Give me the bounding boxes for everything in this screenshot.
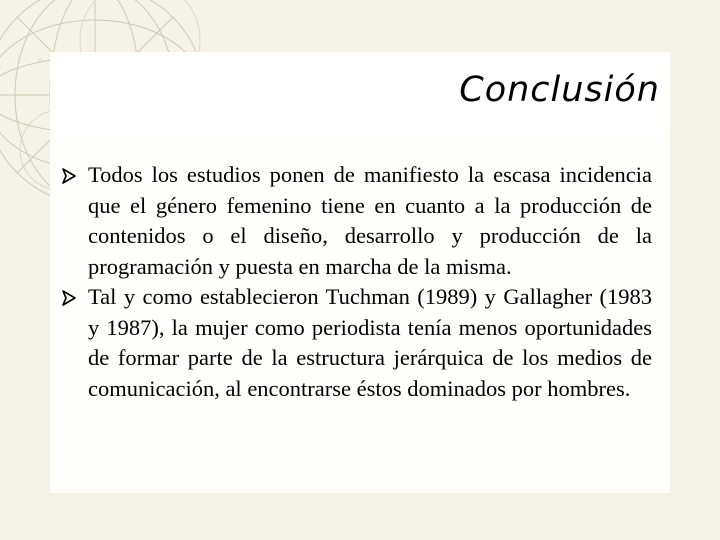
arrow-right-icon (60, 167, 78, 185)
bullet-item (60, 282, 652, 404)
bullet-item (60, 160, 652, 282)
slide-title: Conclusión (459, 70, 660, 110)
bullet-text: Tal y como establecieron Tuchman (1989) y Gallagher (1983 y 1987), la mujer como periodista tenía menos oportunidades de formar parte de la estructura jerárquica de los medios de comunicación, al encontrarse éstos dominados por hombres. (88, 284, 652, 401)
arrow-right-icon (60, 289, 78, 307)
bullet-text: Todos los estudios ponen de manifiesto la escasa incidencia que el género femenino tiene en cuanto a la producción de contenidos o el diseño, desarrollo y producción de la programación y puesta en marcha de la misma. (88, 162, 652, 279)
bullet-list (60, 160, 652, 404)
